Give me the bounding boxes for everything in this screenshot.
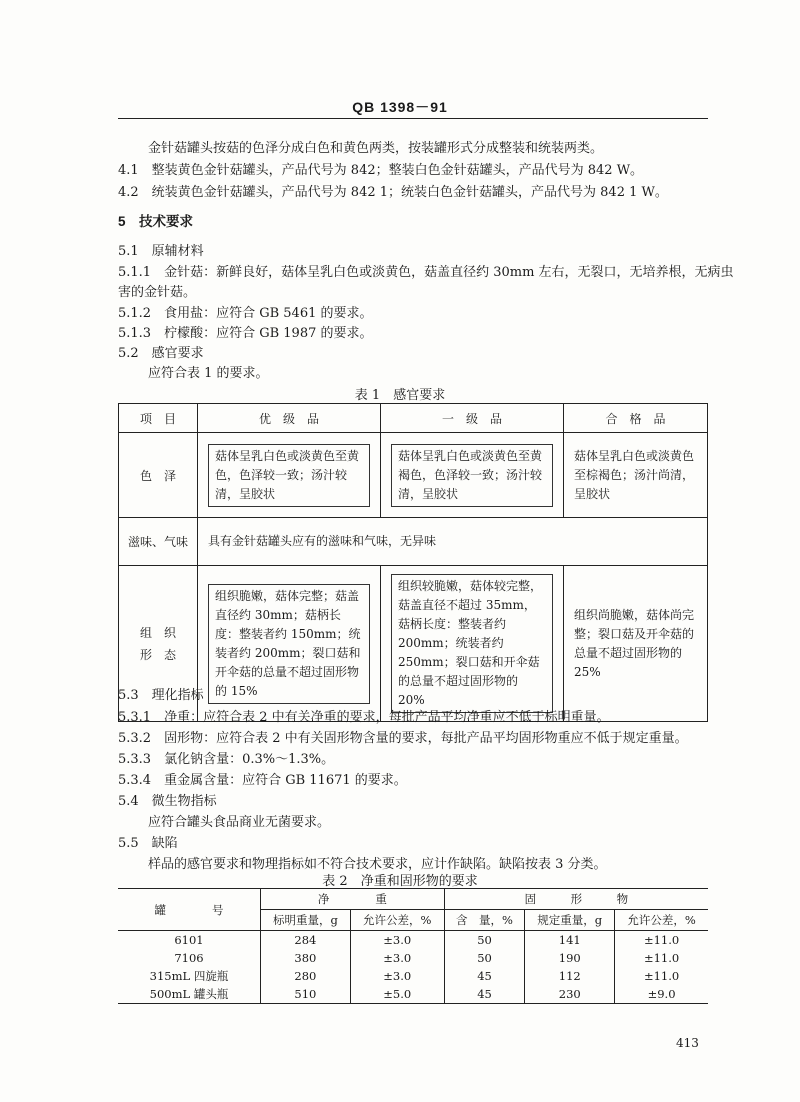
table1-merged-cell: 具有金针菇罐头应有的滋味和气味，无异味 xyxy=(198,518,708,566)
clause-5-4-body: 应符合罐头食品商业无菌要求。 xyxy=(148,815,331,830)
table2-header-can: 罐 号 xyxy=(118,889,261,931)
page-number: 413 xyxy=(676,1036,699,1050)
standard-code-header: QB 1398－91 xyxy=(352,99,448,115)
table1-row-taste xyxy=(119,518,708,566)
table1-cell-text: 菇体呈乳白色或淡黄色至棕褐色；汤汁尚清，呈胶状 xyxy=(574,448,695,501)
table2-cell: ±3.0 xyxy=(350,967,444,985)
table1-cell-text: 菇体呈乳白色或淡黄色至黄褐色，色泽较一致；汤汁较清，呈胶状 xyxy=(391,444,553,507)
table1-row-label: 色 泽 xyxy=(119,433,198,518)
table1-cell-text: 组织较脆嫩，菇体较完整，菇盖直径不超过 35mm，菇柄长度：整装者约 200mm；统装者约 250mm；裂口菇和开伞菇的总量不超过固形物的 20% xyxy=(391,574,553,713)
table1-header-first: 一 级 品 xyxy=(381,404,564,433)
table2-cell: 141 xyxy=(525,931,615,950)
table-row xyxy=(118,949,708,967)
table2-subheader: 允许公差，% xyxy=(615,910,708,931)
clause-5-3-3: 5.3.3 氯化钠含量：0.3%～1.3%。 xyxy=(118,752,335,767)
table2-cell: ±5.0 xyxy=(350,985,444,1004)
clause-5-3-4: 5.3.4 重金属含量：应符合 GB 11671 的要求。 xyxy=(118,773,407,788)
table1-header-qualified: 合 格 品 xyxy=(564,404,708,433)
table2-cell: 50 xyxy=(444,931,525,950)
table1-cell xyxy=(381,433,564,518)
clause-5-3-2: 5.3.2 固形物：应符合表 2 中有关固形物含量的要求，每批产品平均固形物重应不低于规定重量。 xyxy=(118,731,688,746)
table1-header-row xyxy=(119,404,708,433)
table2-cell: 284 xyxy=(261,931,351,950)
clause-4-1: 4.1 整装黄色金针菇罐头，产品代号为 842；整装白色金针菇罐头，产品代号为 842 W。 xyxy=(118,163,644,178)
table1-row-color xyxy=(119,433,708,518)
clause-4-2: 4.2 统装黄色金针菇罐头，产品代号为 842 1；统装白色金针菇罐头，产品代号为 842 1 W。 xyxy=(118,185,668,200)
clause-5-2-body: 应符合表 1 的要求。 xyxy=(148,366,269,381)
table1-cell xyxy=(198,566,381,722)
table2-cell: ±11.0 xyxy=(615,949,708,967)
table-row xyxy=(118,985,708,1004)
table1-cell-text: 菇体呈乳白色或淡黄色至黄色，色泽较一致；汤汁较清，呈胶状 xyxy=(208,444,370,507)
clause-5-5: 5.5 缺陷 xyxy=(118,836,178,851)
table2-cell: ±3.0 xyxy=(350,949,444,967)
table2-cell: 510 xyxy=(261,985,351,1004)
table2-cell: ±11.0 xyxy=(615,967,708,985)
clause-5-1-2: 5.1.2 食用盐：应符合 GB 5461 的要求。 xyxy=(118,306,373,321)
table2-cell: 6101 xyxy=(174,933,204,947)
table1-cell xyxy=(564,566,708,722)
table1-cell xyxy=(198,433,381,518)
table1-row-label: 组 织 形 态 xyxy=(119,566,198,722)
table-row xyxy=(118,967,708,985)
table2-cell: 45 xyxy=(444,967,525,985)
table2-cell: 50 xyxy=(444,949,525,967)
table2-cell: 7106 xyxy=(174,951,204,965)
clause-5-3-1: 5.3.1 净重：应符合表 2 中有关净重的要求，每批产品平均净重应不低于标明重量。 xyxy=(118,710,610,725)
clause-5-3: 5.3 理化指标 xyxy=(118,688,204,703)
table2-group-header-row xyxy=(118,889,708,910)
table1-cell xyxy=(564,433,708,518)
table2-cell: 230 xyxy=(525,985,615,1004)
table2-cell: 280 xyxy=(261,967,351,985)
table2-cell: ±11.0 xyxy=(615,931,708,950)
clause-5-4: 5.4 微生物指标 xyxy=(118,794,217,809)
sensory-requirements-table xyxy=(118,403,708,722)
net-weight-solids-table xyxy=(118,888,708,1004)
table1-caption: 表 1 感官要求 xyxy=(354,388,446,403)
table-row xyxy=(118,931,708,950)
section-5-heading: 5 技术要求 xyxy=(118,214,194,229)
table1-cell-text: 组织尚脆嫩，菇体尚完整；裂口菇及开伞菇的总量不超过固形物的 25% xyxy=(574,607,695,679)
table1-cell xyxy=(381,566,564,722)
table2-caption: 表 2 净重和固形物的要求 xyxy=(322,874,478,889)
table2-subheader: 含 量，% xyxy=(444,910,525,931)
table1-cell-text: 组织脆嫩，菇体完整；菇盖直径约 30mm；菇柄长度：整装者约 150mm；统装者约 200mm；裂口菇和开伞菇的总量不超过固形物的 15% xyxy=(208,584,370,704)
table2-cell: 315mL 四旋瓶 xyxy=(149,969,229,983)
clause-5-1-1-cont: 害的金针菇。 xyxy=(118,285,197,300)
paragraph-intro: 金针菇罐头按菇的色泽分成白色和黄色两类，按装罐形式分成整装和统装两类。 xyxy=(148,141,604,156)
table2-cell: ±3.0 xyxy=(350,931,444,950)
table2-header-net: 净 重 xyxy=(261,889,445,910)
table1-header-superior: 优 级 品 xyxy=(198,404,381,433)
table1-header-item: 项 目 xyxy=(119,404,198,433)
clause-5-2: 5.2 感官要求 xyxy=(118,346,204,361)
table2-cell: 190 xyxy=(525,949,615,967)
table2-subheader: 允许公差，% xyxy=(350,910,444,931)
table2-cell: 500mL 罐头瓶 xyxy=(118,985,261,1004)
table1-row-texture xyxy=(119,566,708,722)
clause-5-1: 5.1 原辅材料 xyxy=(118,244,204,259)
clause-5-1-1: 5.1.1 金针菇：新鲜良好，菇体呈乳白色或淡黄色，菇盖直径约 30mm 左右，无裂口，无培养根，无病虫 xyxy=(118,265,734,280)
table2-cell: 45 xyxy=(444,985,525,1004)
table2-cell: ±9.0 xyxy=(615,985,708,1004)
table2-cell: 380 xyxy=(261,949,351,967)
clause-5-5-body: 样品的感官要求和物理指标如不符合技术要求，应计作缺陷。缺陷按表 3 分类。 xyxy=(148,857,607,872)
table2-subheader: 标明重量，g xyxy=(261,910,351,931)
clause-5-1-3: 5.1.3 柠檬酸：应符合 GB 1987 的要求。 xyxy=(118,326,373,341)
table2-subheader: 规定重量，g xyxy=(525,910,615,931)
header-rule xyxy=(118,118,708,119)
table2-header-solid: 固 形 物 xyxy=(444,889,708,910)
table2-cell: 112 xyxy=(525,967,615,985)
table1-row-label: 滋味、气味 xyxy=(119,518,198,566)
